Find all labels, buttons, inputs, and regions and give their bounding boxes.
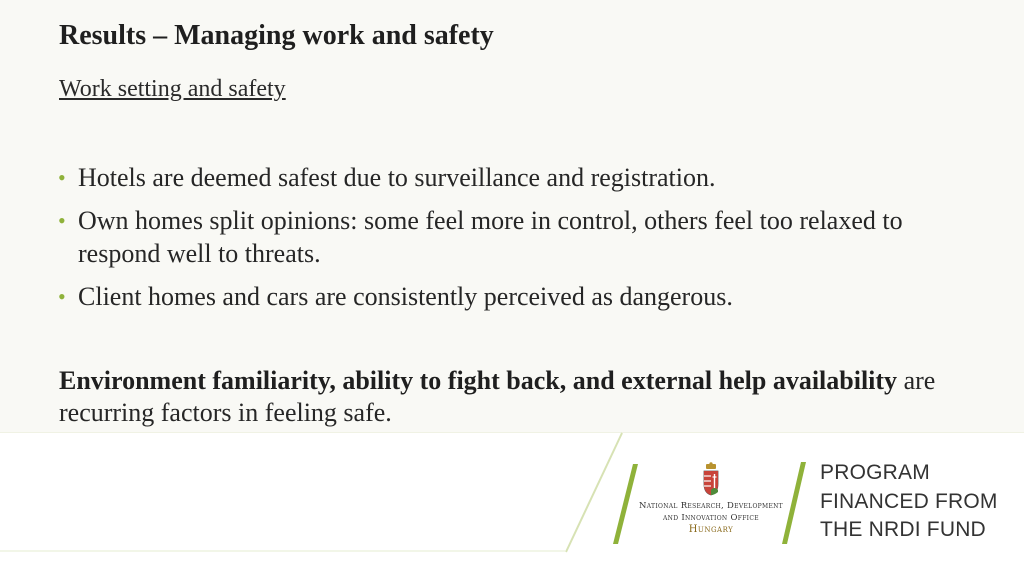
bullet-list (58, 161, 918, 323)
bullet-text: Hotels are deemed safest due to surveillance and registration. (78, 163, 716, 192)
hungary-crest-icon (701, 462, 721, 496)
program-financed-text (820, 459, 998, 545)
conclusion-text (59, 365, 939, 429)
bullet-icon: • (58, 165, 66, 190)
slide-subtitle: Work setting and safety (59, 76, 286, 102)
office-name-line1: National Research, Development (639, 501, 783, 511)
program-line-3: THE NRDI FUND (820, 518, 986, 541)
office-country: Hungary (688, 524, 734, 535)
list-item (58, 280, 918, 313)
list-item (58, 204, 918, 270)
bullet-text: Own homes split opinions: some feel more in control, others feel too relaxed to respond well to threats. (78, 206, 903, 268)
left-slash-icon (613, 464, 638, 544)
conclusion-normal: are recurring factors in feeling safe. (59, 366, 936, 427)
bullet-icon: • (58, 208, 66, 233)
program-line-2: FINANCED FROM (820, 489, 998, 513)
slide-title: Results – Managing work and safety (59, 20, 494, 51)
bullet-text: Client homes and cars are consistently perceived as dangerous. (78, 282, 733, 311)
conclusion-bold: Environment familiarity, ability to fight back, and external help availability (59, 366, 898, 395)
nrdi-office-logo (636, 462, 786, 535)
office-name-line2: and Innovation Office (663, 513, 759, 523)
list-item (58, 161, 918, 194)
program-line-1: PROGRAM (820, 461, 930, 484)
bullet-icon: • (58, 284, 66, 309)
